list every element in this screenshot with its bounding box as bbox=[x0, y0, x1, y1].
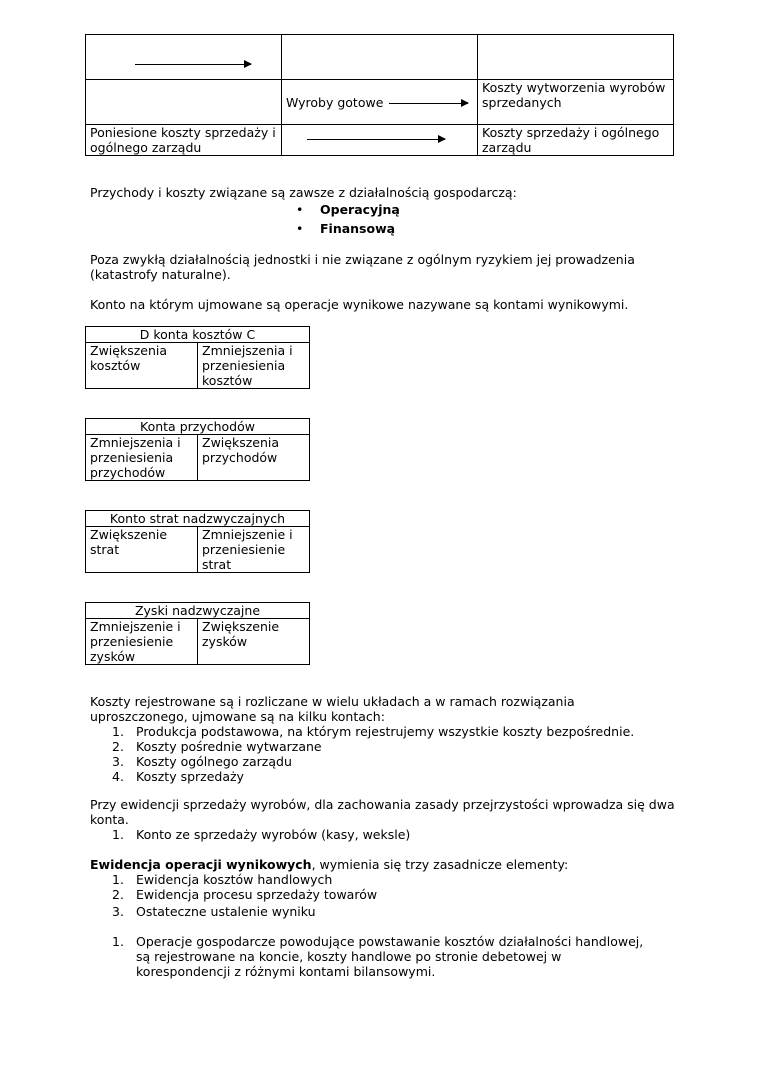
result-operations-rest: , wymienia się trzy zasadnicze elementy: bbox=[311, 857, 569, 872]
list-text: Koszty sprzedaży bbox=[136, 769, 244, 784]
flow-cell bbox=[282, 35, 478, 80]
list-text: Operacje gospodarcze powodujące powstawanie kosztów działalności handlowej, są rejestrowane na koncie, koszty handlowe po stronie debetowej w korespondencji z różnymi kontami bilansowymi. bbox=[136, 934, 644, 979]
list-text: Koszty ogólnego zarządu bbox=[136, 754, 292, 769]
list-item: • Operacyjną bbox=[296, 201, 400, 220]
account-credit: Zwiększenia przychodów bbox=[198, 435, 310, 481]
account-title: D konta kosztów C bbox=[86, 327, 310, 343]
list-number: 2. bbox=[112, 739, 124, 754]
account-credit: Zwiększenie zysków bbox=[198, 619, 310, 665]
flow-arrow-icon bbox=[307, 139, 445, 140]
list-item bbox=[110, 887, 377, 902]
account-credit: Zmniejszenia i przeniesienia kosztów bbox=[198, 343, 310, 389]
list-text: Konto ze sprzedaży wyrobów (kasy, weksle) bbox=[136, 827, 411, 842]
flow-cell bbox=[478, 35, 674, 80]
list-text: Ostateczne ustalenie wyniku bbox=[136, 904, 316, 919]
flow-cell-sales-costs: Koszty sprzedaży i ogólnego zarządu bbox=[478, 125, 674, 156]
extraordinary-gains-table bbox=[85, 602, 310, 665]
flow-cell-finished-goods: Wyroby gotowe bbox=[282, 80, 478, 125]
list-number: 3. bbox=[112, 904, 124, 919]
list-text: Ewidencja procesu sprzedaży towarów bbox=[136, 887, 378, 902]
flow-row-3 bbox=[86, 125, 674, 156]
list-text: Ewidencja kosztów handlowych bbox=[136, 872, 333, 887]
activities-intro: Przychody i koszty związane są zawsze z działalnością gospodarczą: bbox=[90, 185, 517, 200]
account-title: Zyski nadzwyczajne bbox=[86, 603, 310, 619]
sales-paragraph: Przy ewidencji sprzedaży wyrobów, dla zachowania zasady przejrzystości wprowadza się dwa konta. bbox=[90, 797, 675, 827]
flow-cell bbox=[282, 125, 478, 156]
account-credit: Zmniejszenie i przeniesienie strat bbox=[198, 527, 310, 573]
list-number: 1. bbox=[112, 827, 124, 842]
list-item bbox=[110, 739, 634, 754]
flow-row-1 bbox=[86, 35, 674, 80]
result-operations-bold: Ewidencja operacji wynikowych bbox=[90, 857, 312, 872]
list-number: 4. bbox=[112, 769, 124, 784]
list-number: 1. bbox=[112, 872, 124, 887]
list-number: 1. bbox=[112, 934, 124, 949]
list-item bbox=[110, 769, 634, 784]
flow-row-2 bbox=[86, 80, 674, 125]
account-title: Konto strat nadzwyczajnych bbox=[86, 511, 310, 527]
list-text: Produkcja podstawowa, na którym rejestrujemy wszystkie koszty bezpośrednie. bbox=[136, 724, 635, 739]
list-number: 3. bbox=[112, 754, 124, 769]
flow-cell bbox=[86, 80, 282, 125]
account-title: Konta przychodów bbox=[86, 419, 310, 435]
list-item: • Finansową bbox=[296, 220, 400, 239]
list-item bbox=[110, 724, 634, 739]
account-debit: Zmniejszenie i przeniesienie zysków bbox=[86, 619, 198, 665]
activities-list bbox=[296, 201, 400, 239]
result-accounts-paragraph: Konto na którym ujmowane są operacje wynikowe nazywane są kontami wynikowymi. bbox=[90, 297, 629, 312]
account-debit: Zmniejszenia i przeniesienia przychodów bbox=[86, 435, 198, 481]
cost-account-table bbox=[85, 326, 310, 389]
account-debit: Zwiększenie strat bbox=[86, 527, 198, 573]
flow-cell-production-costs: Koszty wytworzenia wyrobów sprzedanych bbox=[478, 80, 674, 125]
flow-cell bbox=[86, 35, 282, 80]
result-elements-list bbox=[110, 872, 377, 919]
flow-arrow-icon bbox=[135, 64, 251, 65]
result-operations-paragraph bbox=[90, 857, 568, 872]
list-item bbox=[110, 934, 655, 979]
list-item bbox=[110, 754, 634, 769]
list-item bbox=[110, 904, 377, 919]
flow-table bbox=[85, 34, 674, 156]
extraordinary-losses-table bbox=[85, 510, 310, 573]
list-item bbox=[110, 872, 377, 887]
list-number: 2. bbox=[112, 887, 124, 902]
list-text: Koszty pośrednie wytwarzane bbox=[136, 739, 322, 754]
list-item bbox=[110, 827, 410, 842]
sales-accounts-list bbox=[110, 827, 410, 842]
list-number: 1. bbox=[112, 724, 124, 739]
cost-registration-paragraph: Koszty rejestrowane są i rozliczane w wielu układach a w ramach rozwiązania uproszczonego, ujmowane są na kilku kontach: bbox=[90, 694, 575, 724]
flow-arrow-icon bbox=[389, 103, 468, 104]
flow-cell-incurred-costs: Poniesione koszty sprzedaży i ogólnego zarządu bbox=[86, 125, 282, 156]
extraordinary-paragraph: Poza zwykłą działalnością jednostki i nie związane z ogólnym ryzykiem jej prowadzenia (katastrofy naturalne). bbox=[90, 252, 635, 282]
cost-accounts-list bbox=[110, 724, 634, 784]
revenue-account-table bbox=[85, 418, 310, 481]
account-debit: Zwiększenia kosztów bbox=[86, 343, 198, 389]
operations-list bbox=[110, 934, 655, 979]
